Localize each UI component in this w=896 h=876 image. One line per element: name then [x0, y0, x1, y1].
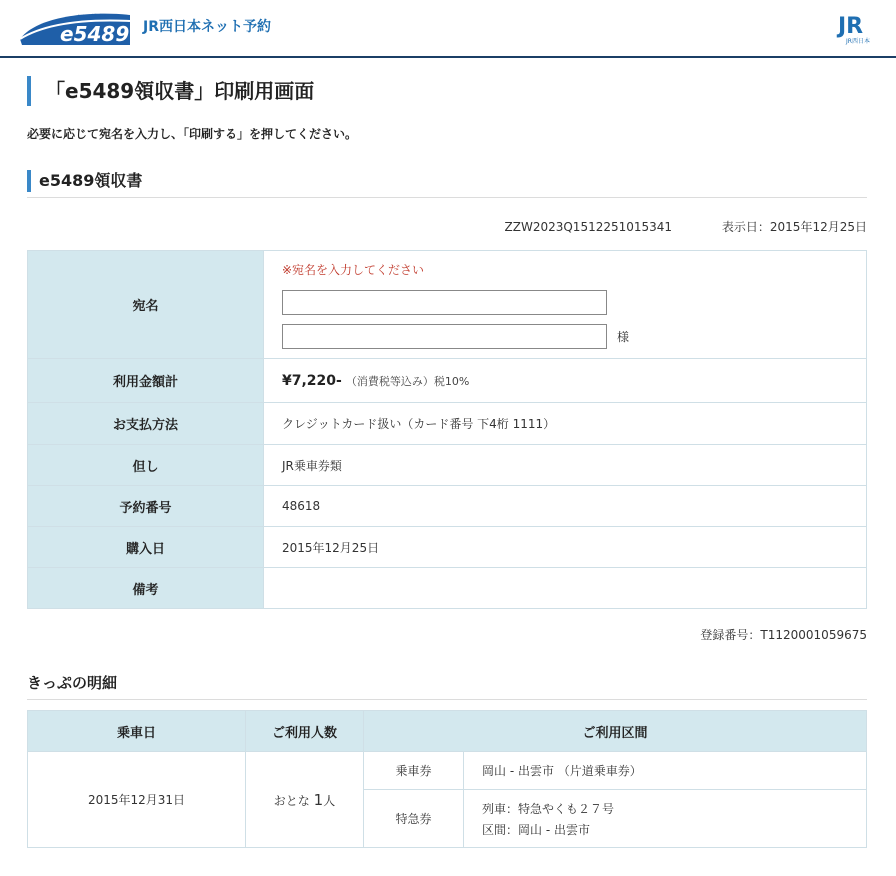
site-header: [0, 0, 896, 58]
svg-text:いいごよやく: いいごよやく: [78, 14, 109, 20]
ticket-type: 特急券: [364, 790, 464, 848]
display-date-label: 表示日：: [721, 220, 770, 234]
row-tadashi: [28, 445, 867, 486]
site-title: JR西日本ネット予約: [143, 19, 271, 35]
row-remarks: [28, 568, 867, 609]
e5489-logo[interactable]: [16, 9, 134, 47]
col-ride-date: 乗車日: [28, 711, 246, 752]
registration-number: 登録番号：T1120001059675: [700, 628, 867, 642]
svg-text:JR西日本: JR西日本: [846, 38, 870, 45]
receipt-number: ZZW2023Q1512251015341: [504, 220, 673, 234]
ticket-detail-table: [27, 710, 867, 848]
page-title-block: [27, 76, 869, 106]
svg-text:e5489: e5489: [60, 22, 130, 46]
ticket-type: 乗車券: [364, 752, 464, 790]
payment-value: クレジットカード扱い（カード番号 下4桁 1111）: [264, 403, 867, 445]
detail-section-heading: きっぷの明細: [27, 674, 118, 692]
total-amount: ¥7,220-: [282, 372, 342, 389]
svg-text:JR: JR: [838, 14, 864, 39]
persons-count: 1: [313, 790, 324, 809]
receipt-table: [27, 250, 867, 609]
ticket-info: [464, 752, 867, 790]
detail-section-title: [27, 672, 867, 700]
display-date: 2015年12月25日: [769, 220, 867, 234]
row-total: [28, 359, 867, 403]
reservation-label: 予約番号: [28, 486, 264, 527]
addressee-row-2: [282, 324, 866, 349]
persons-unit: 人: [323, 793, 336, 808]
persons-cell: [246, 752, 364, 848]
page-title: 「e5489領収書」印刷用画面: [45, 79, 315, 103]
purchase-date-label: 購入日: [28, 527, 264, 568]
row-payment: [28, 403, 867, 445]
purchase-date-value: 2015年12月25日: [264, 527, 867, 568]
receipt-meta: [27, 218, 867, 235]
total-cell: [264, 359, 867, 403]
addressee-input-1[interactable]: [282, 290, 607, 315]
instruction-text: 必要に応じて宛名を入力し、「印刷する」を押してください。: [27, 127, 358, 141]
addressee-input-2[interactable]: [282, 324, 607, 349]
ticket-info-line: 区間：岡山 - 出雲市: [482, 822, 590, 837]
reservation-value: 48618: [264, 486, 867, 527]
addressee-cell: [264, 251, 867, 359]
detail-header-row: [28, 711, 867, 752]
total-label: 利用金額計: [28, 359, 264, 403]
receipt-section-heading: e5489領収書: [27, 170, 867, 192]
ride-date: 2015年12月31日: [28, 752, 246, 848]
remarks-label: 備考: [28, 568, 264, 609]
table-row: [28, 752, 867, 790]
col-persons: ご利用人数: [246, 711, 364, 752]
addressee-suffix: 様: [617, 330, 630, 344]
addressee-label: 宛名: [28, 251, 264, 359]
tax-note: （消費税等込み）税10%: [345, 374, 470, 388]
ticket-info: [464, 790, 867, 848]
jr-west-logo: [836, 11, 878, 45]
row-addressee: [28, 251, 867, 359]
ticket-info-line: 列車：特急やくも２７号: [482, 801, 615, 816]
persons-prefix: おとな: [273, 793, 310, 808]
receipt-section-title: [27, 170, 867, 198]
tadashi-label: 但し: [28, 445, 264, 486]
row-purchase-date: [28, 527, 867, 568]
row-reservation: [28, 486, 867, 527]
ticket-info-line: 岡山 - 出雲市 （片道乗車券）: [482, 764, 642, 778]
tadashi-value: JR乗車券類: [264, 445, 867, 486]
col-section: ご利用区間: [364, 711, 867, 752]
remarks-value: [264, 568, 867, 609]
addressee-note: ※宛名を入力してください: [282, 263, 425, 277]
addressee-row-1: [282, 290, 866, 315]
payment-label: お支払方法: [28, 403, 264, 445]
